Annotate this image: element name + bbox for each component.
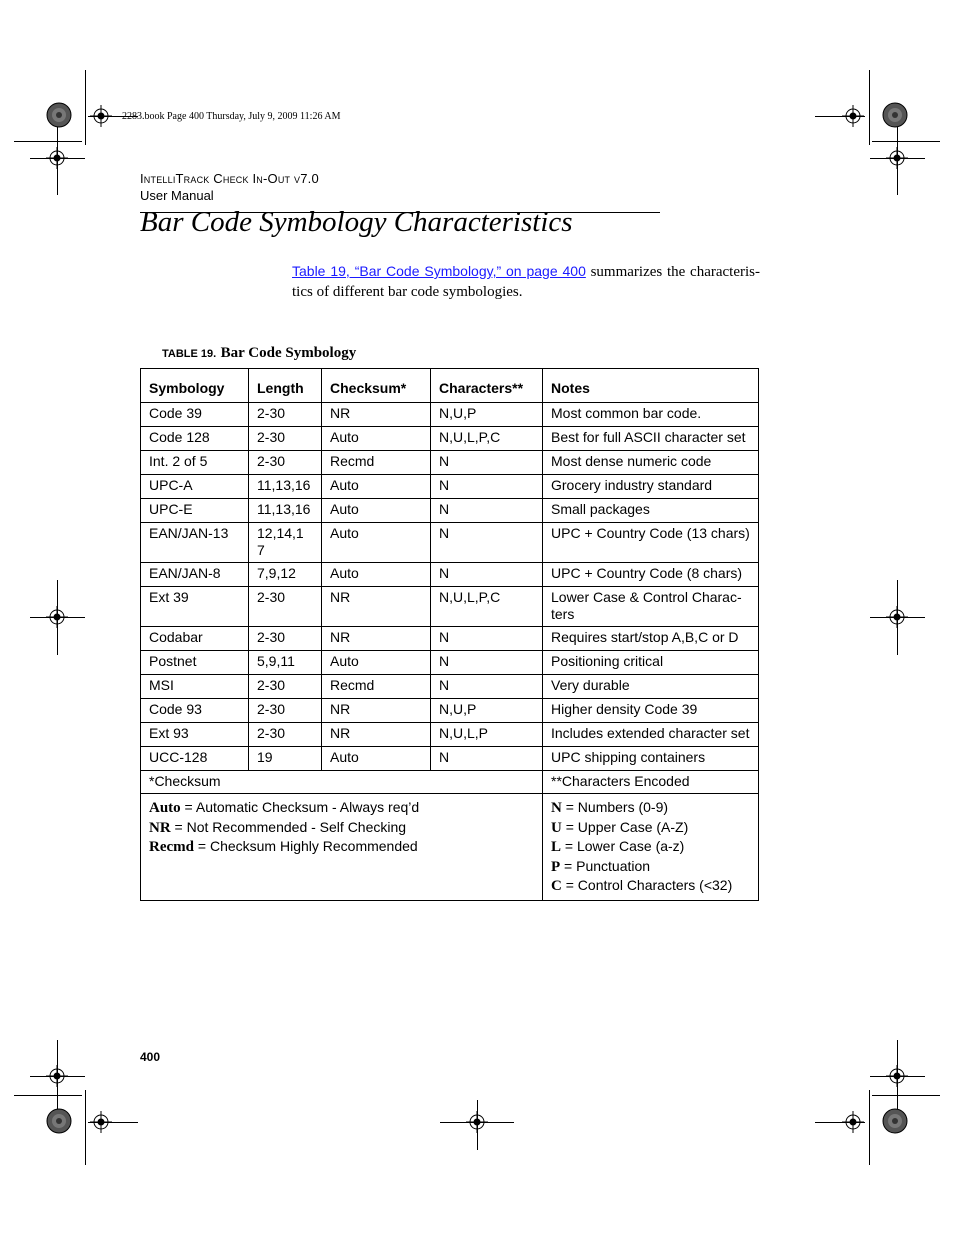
characters-cell: N <box>431 651 543 675</box>
registration-mark-icon <box>886 606 908 628</box>
symbology-cell: Ext 39 <box>141 587 249 627</box>
checksum-cell: Auto <box>322 475 431 499</box>
column-header: Symbology <box>141 369 249 403</box>
characters-cell: N <box>431 563 543 587</box>
color-bar-disc-icon <box>46 102 72 128</box>
symbology-cell: Codabar <box>141 627 249 651</box>
length-cell: 5,9,11 <box>249 651 322 675</box>
checksum-cell: NR <box>322 587 431 627</box>
length-cell: 2-30 <box>249 723 322 747</box>
table-caption-number: TABLE 19. <box>162 348 217 360</box>
notes-cell: Best for full ASCII character set <box>543 427 759 451</box>
characters-cell: N <box>431 747 543 771</box>
characters-cell: N <box>431 675 543 699</box>
checksum-legend-desc: = Not Recommended - Self Checking <box>170 818 407 835</box>
notes-cell: Higher density Code 39 <box>543 699 759 723</box>
checksum-legend-code: Recmd <box>149 839 194 855</box>
checksum-cell: NR <box>322 723 431 747</box>
checksum-cell: NR <box>322 627 431 651</box>
characters-legend-code: N <box>551 800 562 816</box>
column-header: Checksum* <box>322 369 431 403</box>
symbology-cell: UPC-E <box>141 499 249 523</box>
legend-row <box>141 794 759 901</box>
length-cell: 2-30 <box>249 675 322 699</box>
table-row <box>141 563 759 587</box>
characters-legend-item <box>551 876 750 896</box>
notes-cell: Most common bar code. <box>543 403 759 427</box>
checksum-legend-desc: = Automatic Checksum - Always req’d <box>180 799 420 815</box>
characters-legend <box>543 794 759 901</box>
table-row <box>141 627 759 651</box>
column-header: Length <box>249 369 322 403</box>
checksum-legend-code: NR <box>149 819 171 836</box>
registration-mark-icon <box>46 606 68 628</box>
table-row <box>141 403 759 427</box>
checksum-cell: Recmd <box>322 451 431 475</box>
registration-mark-icon <box>46 147 68 169</box>
column-header: Notes <box>543 369 759 403</box>
symbology-cell: Int. 2 of 5 <box>141 451 249 475</box>
characters-legend-item <box>551 798 750 818</box>
symbology-cell: UCC-128 <box>141 747 249 771</box>
notes-cell: UPC + Country Code (8 chars) <box>543 563 759 587</box>
characters-legend-code: U <box>551 819 562 836</box>
characters-legend-desc: = Upper Case (A-Z) <box>561 818 689 835</box>
notes-cell: UPC shipping containers <box>543 747 759 771</box>
table-reference-link[interactable]: Table 19, “Bar Code Symbology,” on page 400 <box>292 263 586 279</box>
notes-cell: Grocery industry standard <box>543 475 759 499</box>
checksum-cell: Auto <box>322 651 431 675</box>
footnote-title-row <box>141 771 759 794</box>
characters-cell: N,U,L,P,C <box>431 427 543 451</box>
notes-cell: Most dense numeric code <box>543 451 759 475</box>
symbology-cell: Postnet <box>141 651 249 675</box>
characters-legend-code: C <box>551 878 562 894</box>
checksum-footnote-title: *Checksum <box>141 771 543 794</box>
intro-paragraph <box>292 261 760 302</box>
characters-footnote-title: **Characters Encoded <box>543 771 759 794</box>
length-cell: 2-30 <box>249 451 322 475</box>
checksum-legend <box>141 794 543 901</box>
symbology-cell: EAN/JAN-8 <box>141 563 249 587</box>
characters-cell: N <box>431 523 543 563</box>
characters-cell: N,U,P <box>431 699 543 723</box>
checksum-legend-item <box>149 818 534 838</box>
running-header-subtitle: User Manual <box>140 188 214 203</box>
characters-cell: N,U,L,P,C <box>431 587 543 627</box>
notes-cell: Small packages <box>543 499 759 523</box>
notes-cell: Requires start/stop A,B,C or D <box>543 627 759 651</box>
notes-cell: Lower Case & Control Charac-ters <box>543 587 759 627</box>
checksum-legend-desc: = Checksum Highly Recommended <box>194 838 418 854</box>
running-header-product: IntelliTrack Check In-Out v7.0 <box>140 171 319 186</box>
checksum-cell: Auto <box>322 747 431 771</box>
column-header: Characters** <box>431 369 543 403</box>
checksum-cell: NR <box>322 699 431 723</box>
checksum-cell: Auto <box>322 499 431 523</box>
symbology-cell: Code 128 <box>141 427 249 451</box>
symbology-cell: MSI <box>141 675 249 699</box>
characters-legend-desc: = Lower Case (a-z) <box>561 838 685 854</box>
registration-mark-icon <box>466 1111 488 1133</box>
symbology-cell: Ext 93 <box>141 723 249 747</box>
color-bar-disc-icon <box>46 1108 72 1134</box>
color-bar-disc-icon <box>882 102 908 128</box>
characters-legend-item <box>551 857 750 877</box>
registration-mark-icon <box>90 1111 112 1133</box>
characters-legend-item <box>551 837 750 857</box>
notes-cell: Very durable <box>543 675 759 699</box>
checksum-legend-item <box>149 837 534 857</box>
characters-legend-item <box>551 818 750 838</box>
symbology-table <box>140 368 759 901</box>
length-cell: 2-30 <box>249 587 322 627</box>
characters-cell: N,U,P <box>431 403 543 427</box>
checksum-cell: Auto <box>322 563 431 587</box>
length-cell: 19 <box>249 747 322 771</box>
table-row <box>141 675 759 699</box>
table-row <box>141 651 759 675</box>
color-bar-disc-icon <box>882 1108 908 1134</box>
table-row <box>141 723 759 747</box>
notes-cell: Positioning critical <box>543 651 759 675</box>
checksum-cell: Auto <box>322 427 431 451</box>
characters-legend-code: P <box>551 858 561 875</box>
length-cell: 2-30 <box>249 627 322 651</box>
symbology-cell: Code 93 <box>141 699 249 723</box>
page-number: 400 <box>140 1050 161 1064</box>
checksum-cell: Recmd <box>322 675 431 699</box>
table-row <box>141 587 759 627</box>
symbology-cell: UPC-A <box>141 475 249 499</box>
table-caption-title: Bar Code Symbology <box>220 345 357 361</box>
length-cell: 2-30 <box>249 427 322 451</box>
registration-mark-icon <box>886 147 908 169</box>
characters-legend-code: L <box>551 839 562 855</box>
table-caption <box>162 344 356 362</box>
characters-legend-desc: = Numbers (0-9) <box>561 799 669 815</box>
table-row <box>141 475 759 499</box>
checksum-cell: Auto <box>322 523 431 563</box>
registration-mark-icon <box>842 105 864 127</box>
checksum-cell: NR <box>322 403 431 427</box>
table-row <box>141 523 759 563</box>
registration-mark-icon <box>46 1065 68 1087</box>
print-slug: 2283.book Page 400 Thursday, July 9, 2009 11:26 AM <box>122 111 341 122</box>
length-cell: 12,14,1 7 <box>249 523 322 563</box>
table-row <box>141 747 759 771</box>
table-row <box>141 499 759 523</box>
checksum-legend-code: Auto <box>149 800 181 816</box>
registration-mark-icon <box>842 1111 864 1133</box>
length-cell: 2-30 <box>249 699 322 723</box>
characters-legend-desc: = Punctuation <box>560 857 651 874</box>
notes-cell: Includes extended character set <box>543 723 759 747</box>
checksum-legend-item <box>149 798 534 818</box>
length-cell: 7,9,12 <box>249 563 322 587</box>
symbology-cell: Code 39 <box>141 403 249 427</box>
registration-mark-icon <box>886 1065 908 1087</box>
table-row <box>141 427 759 451</box>
notes-cell: UPC + Country Code (13 chars) <box>543 523 759 563</box>
characters-legend-desc: = Control Characters (<32) <box>561 877 733 893</box>
characters-cell: N <box>431 499 543 523</box>
characters-cell: N <box>431 627 543 651</box>
characters-cell: N <box>431 451 543 475</box>
intro-text: summarizes the characteris-tics of different bar code symbologies. <box>292 264 760 300</box>
symbology-cell: EAN/JAN-13 <box>141 523 249 563</box>
length-cell: 11,13,16 <box>249 499 322 523</box>
registration-mark-icon <box>90 105 112 127</box>
characters-cell: N,U,L,P <box>431 723 543 747</box>
length-cell: 2-30 <box>249 403 322 427</box>
table-row <box>141 451 759 475</box>
table-header-row <box>141 369 759 403</box>
characters-cell: N <box>431 475 543 499</box>
table-row <box>141 699 759 723</box>
page-title: Bar Code Symbology Characteristics <box>140 206 573 238</box>
length-cell: 11,13,16 <box>249 475 322 499</box>
